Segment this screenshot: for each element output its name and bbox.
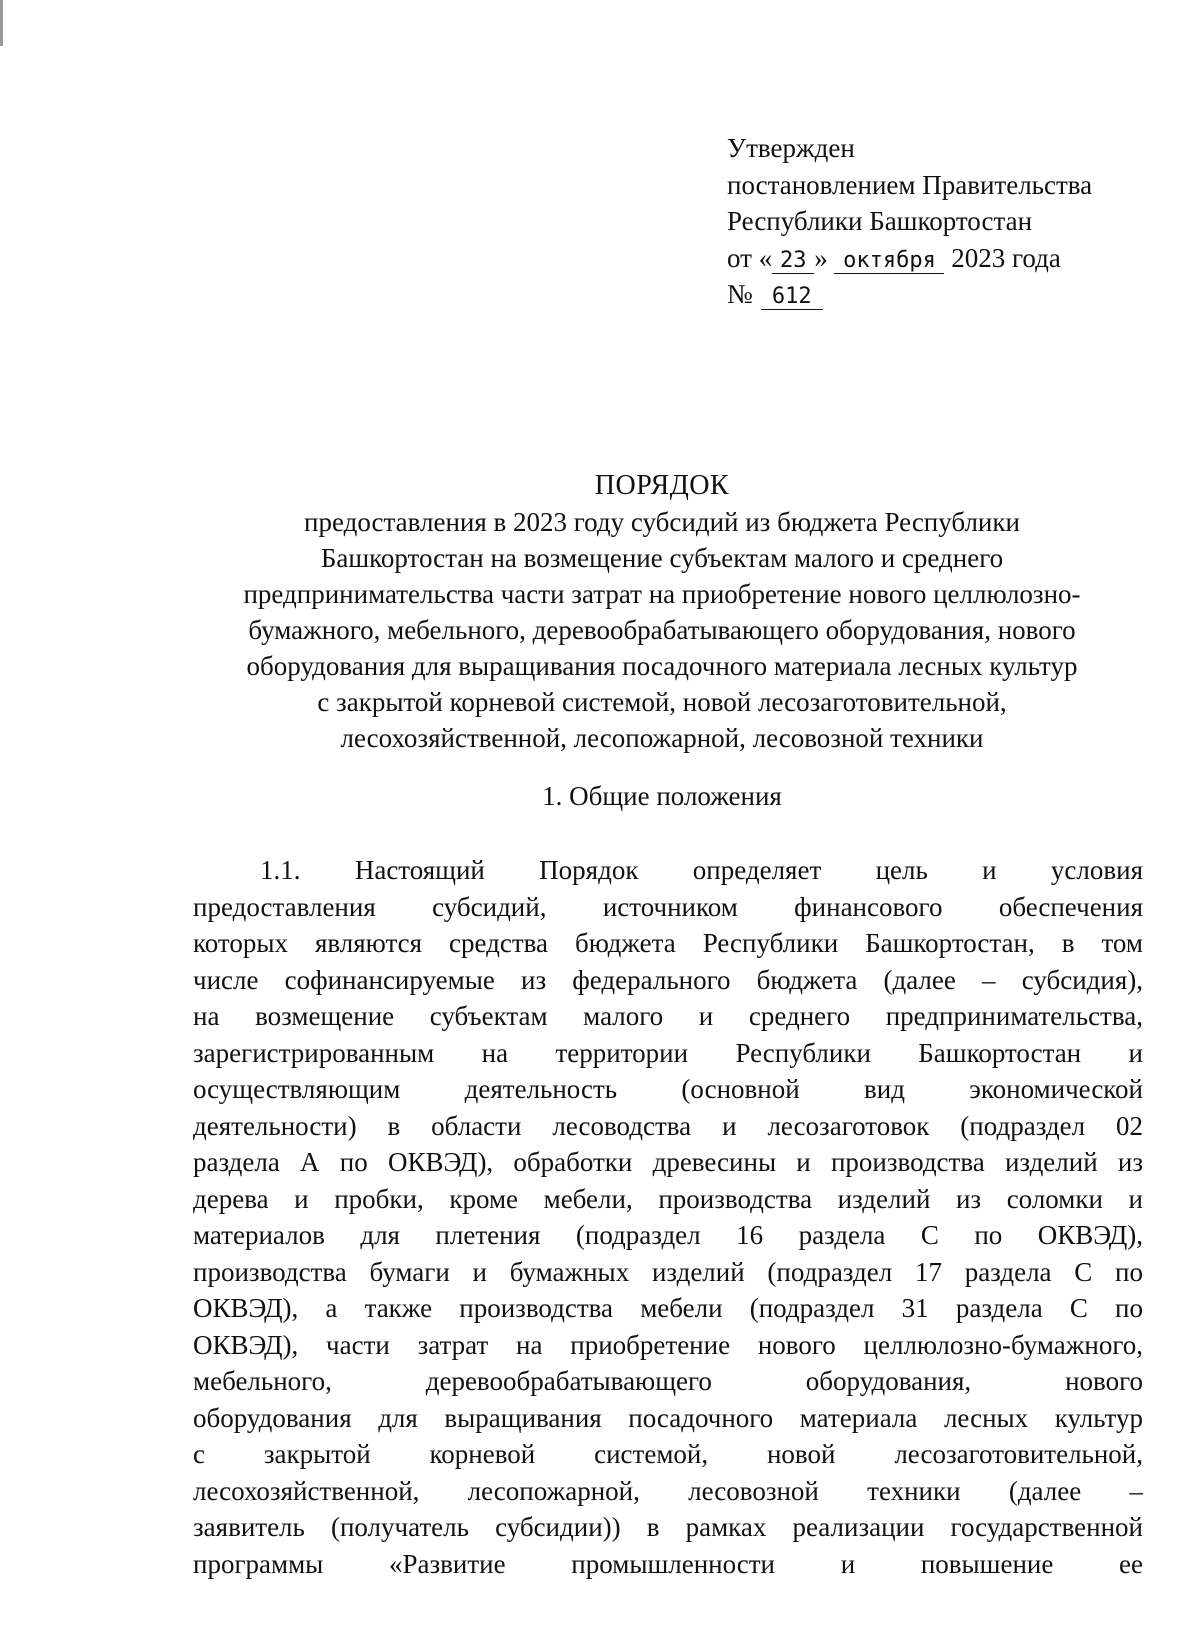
paragraph-line: ОКВЭД), а также производства мебели (подраздел 31 раздела С по xyxy=(193,1293,1143,1323)
paragraph-line: производства бумаги и бумажных изделий (подраздел 17 раздела С по xyxy=(193,1256,1143,1287)
approval-line-3: Республики Башкортостан xyxy=(727,206,1033,236)
paragraph-1-1 xyxy=(193,852,1143,1582)
title-line: предпринимательства части затрат на приобретение нового целлюлозно- xyxy=(243,579,1081,609)
date-month: октября xyxy=(834,249,944,274)
paragraph-line: лесохозяйственной, лесопожарной, лесовозной техники (далее – xyxy=(193,1475,1143,1506)
title-line: предоставления в 2023 году субсидий из бюджета Республики xyxy=(304,507,1020,537)
paragraph-line: предоставления субсидий, источником финансового обеспечения xyxy=(193,891,1143,922)
section-heading: 1. Общие положения xyxy=(542,781,782,811)
title-line: Башкортостан на возмещение субъектам малого и среднего xyxy=(320,543,1004,573)
paragraph-line: зарегистрированным на территории Республики Башкортостан и xyxy=(193,1037,1143,1068)
paragraph-line: 1.1. Настоящий Порядок определяет цель и условия xyxy=(260,855,1143,885)
paragraph-line: программы «Развитие промышленности и повышение ее xyxy=(193,1548,1143,1579)
paragraph-line: мебельного, деревообрабатывающего оборудования, нового xyxy=(193,1366,1143,1396)
paragraph-line: оборудования для выращивания посадочного материала лесных культур xyxy=(193,1402,1143,1433)
date-prefix: от « xyxy=(727,242,773,273)
paragraph-line: ОКВЭД), части затрат на приобретение нового целлюлозно-бумажного, xyxy=(193,1329,1143,1360)
approval-block xyxy=(727,130,1147,313)
approval-date-line xyxy=(727,240,1147,277)
title-line: оборудования для выращивания посадочного материала лесных культур xyxy=(246,651,1078,681)
scan-edge-mark xyxy=(0,0,3,46)
paragraph-line: на возмещение субъектам малого и среднего предпринимательства, xyxy=(193,1001,1143,1031)
title-line: лесохозяйственной, лесопожарной, лесовозной техники xyxy=(340,723,984,753)
title-line: бумажного, мебельного, деревообрабатывающего оборудования, нового xyxy=(248,615,1076,645)
paragraph-line: материалов для плетения (подраздел 16 раздела С по ОКВЭД), xyxy=(193,1220,1143,1250)
number-sign: № xyxy=(727,279,753,309)
paragraph-line: раздела А по ОКВЭД), обработки древесины и производства изделий из xyxy=(193,1147,1143,1177)
title-heading: ПОРЯДОК xyxy=(594,470,730,501)
date-year: 2023 года xyxy=(951,242,1061,273)
title-line: с закрытой корневой системой, новой лесозаготовительной, xyxy=(317,687,1007,717)
paragraph-line: дерева и пробки, кроме мебели, производства изделий из соломки и xyxy=(193,1183,1143,1214)
date-mid: » xyxy=(814,242,828,273)
paragraph-line: числе софинансируемые из федерального бюджета (далее – субсидия), xyxy=(193,964,1143,995)
paragraph-line: деятельности) в области лесоводства и лесозаготовок (подраздел 02 xyxy=(193,1110,1143,1141)
paragraph-line: с закрытой корневой системой, новой лесозаготовительной, xyxy=(193,1439,1143,1469)
approval-number-line xyxy=(727,276,1147,313)
approval-line-1: Утвержден xyxy=(727,133,855,163)
number-value: 612 xyxy=(761,285,823,310)
date-day: 23 xyxy=(772,249,814,274)
approval-line-2: постановлением Правительства xyxy=(727,169,1093,200)
document-title xyxy=(180,468,1144,756)
paragraph-line: осуществляющим деятельность (основной вид экономической xyxy=(193,1074,1143,1104)
paragraph-line: которых являются средства бюджета Республики Башкортостан, в том xyxy=(193,928,1143,958)
paragraph-line: заявитель (получатель субсидии)) в рамках реализации государственной xyxy=(193,1512,1143,1542)
